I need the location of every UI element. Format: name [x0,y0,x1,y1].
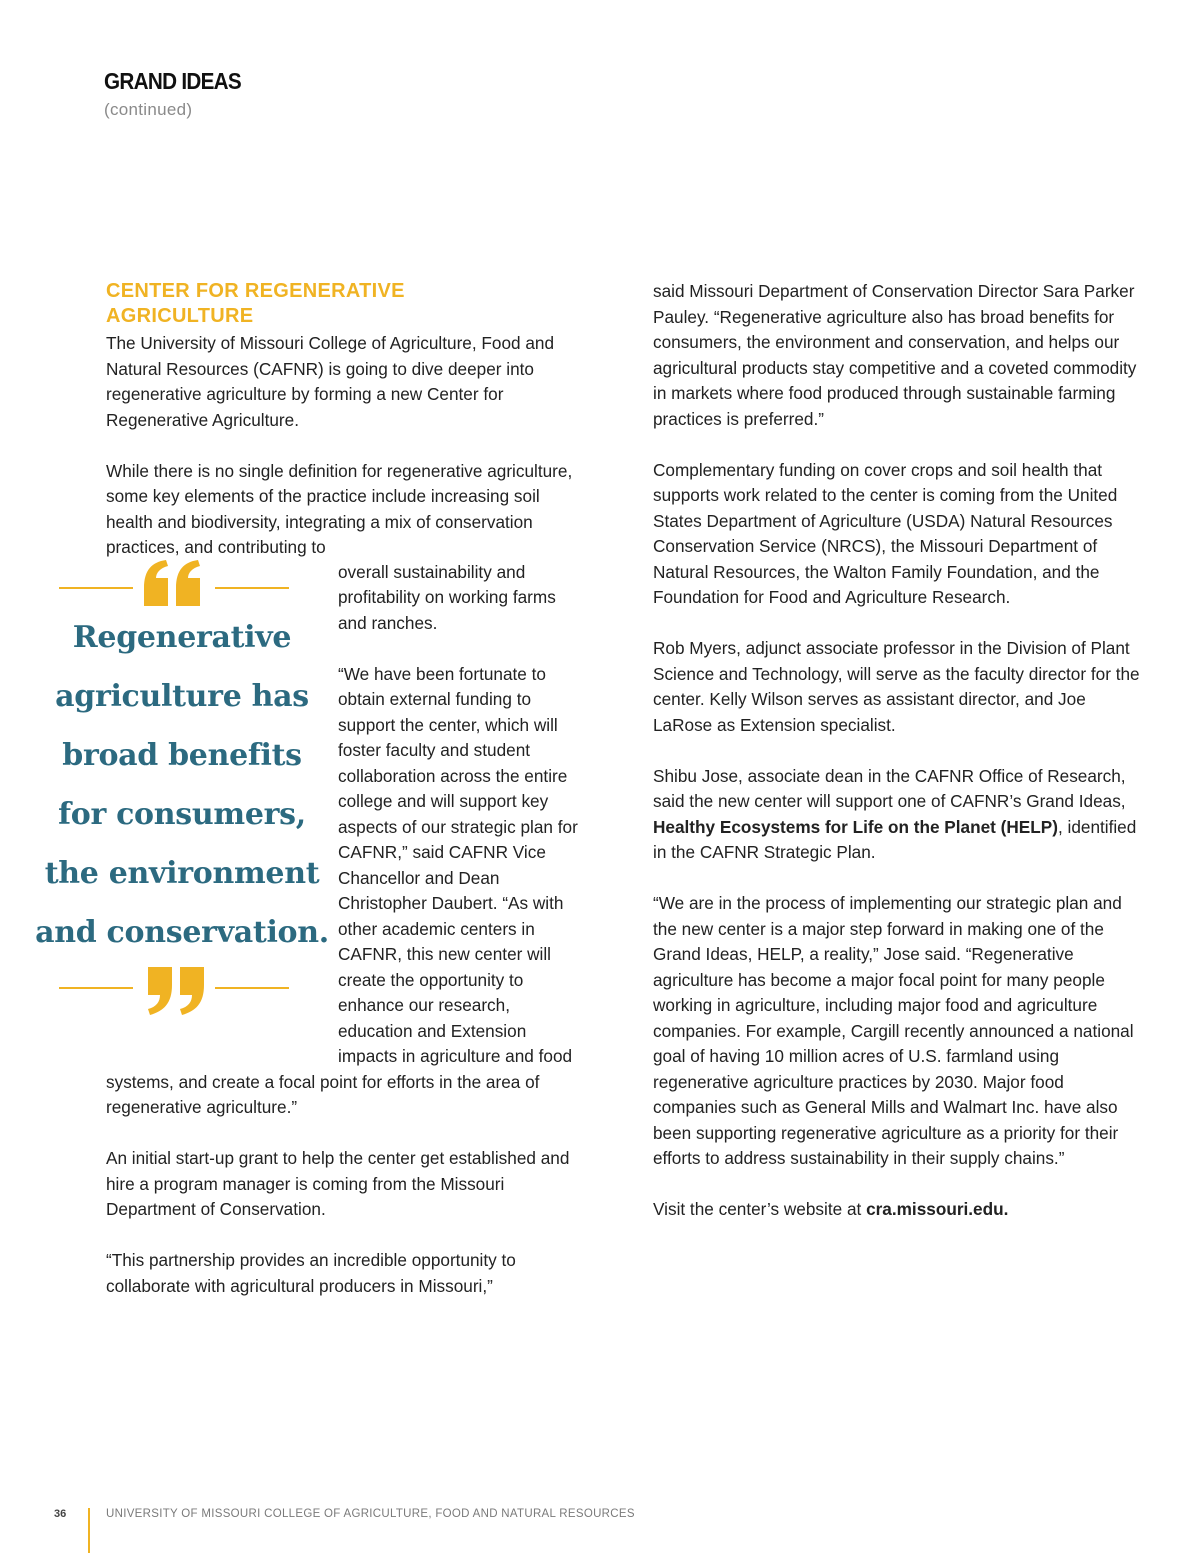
website-lead: Visit the center’s website at [653,1199,867,1219]
footer-publication: UNIVERSITY OF MISSOURI COLLEGE OF AGRICULTURE, FOOD AND NATURAL RESOURCES [106,1508,635,1520]
left-column [35,279,586,1299]
pull-quote-line: the environment [44,855,320,891]
pull-quote-line: for consumers, [58,796,306,832]
help-grand-idea: Healthy Ecosystems for Life on the Planet (HELP) [653,816,1058,837]
right-column [653,279,1143,1248]
paragraph-staff: Rob Myers, adjunct associate professor in the Division of Plant Science and Technology, will serve as the faculty director for the center. Kelly Wilson serves as assistant director, and Joe LaRose as Extension specialist. [653,638,1140,735]
paragraph-pauley-quote: said Missouri Department of Conservation Director Sara Parker Pauley. “Regenerative agriculture also has broad benefits for consumers, the environment and conservation, and helps our agricultural products stay competitive and a coveted commodity in markets where food produced through sustainable farming practices is preferred.” [653,281,1137,429]
paragraph-grand-ideas [653,764,1143,866]
paragraph-funding: Complementary funding on cover crops and soil health that supports work related to the center is coming from the United States Department of Agriculture (USDA) Natural Resources Conservation Service (NRCS), the Missouri Department of Natural Resources, the Walton Family Foundation, and the Foundation for Food and Agriculture Research. [653,459,1118,607]
paragraph-definition-lead: While there is no single definition for regenerative agriculture, some key elements of the practice include increasing soil health and biodiversity, integrating a mix of conservation practices, and contributing to [106,460,573,557]
website-link[interactable]: cra.missouri.edu. [866,1199,1009,1219]
pull-quote-line: and conservation. [35,914,329,950]
page-number: 36 [54,1508,67,1520]
article-heading-line1: CENTER FOR REGENERATIVE [106,280,405,302]
pull-quote-line: agriculture has [55,678,309,714]
pull-quote-rule-bottom-right [215,987,289,989]
paragraph-partnership-quote: “This partnership provides an incredible opportunity to collaborate with agricultural producers in Missouri,” [106,1250,516,1296]
pull-quote-text [32,608,332,962]
pull-quote [35,560,338,1055]
close-quote-icon [144,967,206,1015]
section-title: GRAND IDEAS [104,68,241,94]
pull-quote-rule-bottom-left [59,987,133,989]
footer-divider [88,1508,90,1553]
pull-quote-rule-top-left [59,587,133,589]
section-subtitle: (continued) [104,100,193,119]
pull-quote-line: Regenerative [72,619,292,655]
paragraph-intro: The University of Missouri College of Agriculture, Food and Natural Resources (CAFNR) is going to dive deeper into regenerative agriculture by forming a new Center for Regenerative Agriculture. [106,333,555,430]
paragraph-startup-grant: An initial start-up grant to help the center get established and hire a program manager is coming from the Missouri Department of Conservation. [106,1148,570,1219]
grand-ideas-text-b: , identified in the CAFNR Strategic Plan. [653,816,1137,862]
article-heading [106,279,586,329]
paragraph-jose-quote: “We are in the process of implementing our strategic plan and the new center is a major step forward in making one of the Grand Ideas, HELP, a reality,” Jose said. “Regenerative agriculture has become a major focal point for many people working in agriculture, including major food and agriculture companies. For example, Cargill recently announced a national goal of having 10 million acres of U.S. farmland using regenerative agriculture practices by 2030. Major food companies such as General Mills and Walmart Inc. have also been supporting regenerative agriculture as a priority for their efforts to address sustainability in their supply chains.” [653,893,1134,1168]
grand-ideas-text-a: Shibu Jose, associate dean in the CAFNR Office of Research, said the new center will support one of CAFNR’s Grand Ideas, [653,765,1126,811]
paragraph-dean-quote: “We have been fortunate to obtain external funding to support the center, which will foster faculty and student collaboration across the entire college and will support key aspects of our strategic plan for CAFNR,” said CAFNR Vice Chancellor and Dean Christopher Daubert. “As with other academic centers in CAFNR, this new center will create the opportunity to enhance our research, education and Extension impacts in agriculture and food systems, and create a focal point for efforts in the area of regenerative agriculture.” [106,663,578,1117]
pull-quote-rule-top-right [215,587,289,589]
paragraph-website [653,1197,1143,1223]
article-heading-line2: AGRICULTURE [106,305,254,327]
paragraph-definition-tail: overall sustainability and profitability on working farms and ranches. [338,561,556,633]
open-quote-icon [142,560,204,608]
pull-quote-line: broad benefits [62,737,302,773]
